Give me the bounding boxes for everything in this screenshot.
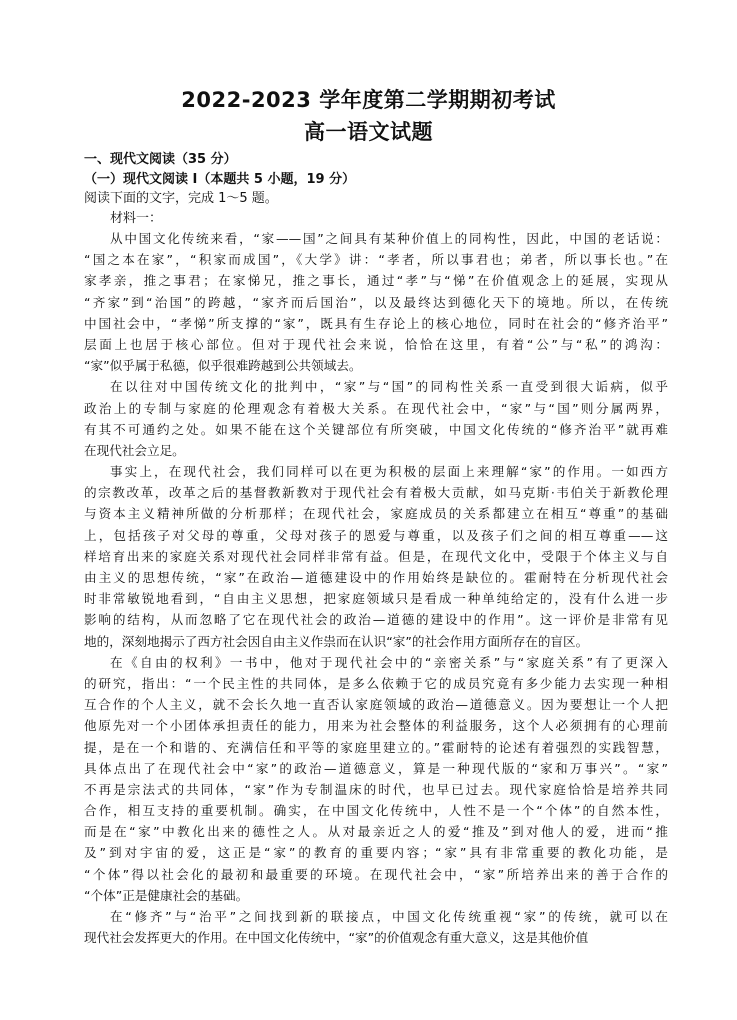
paragraph-line: 在现代社会立足。 xyxy=(84,442,185,458)
paragraph-line: 在以往对中国传统文化的批判中，“家”与“国”的同构性关系一直受到很大诟病，似乎 xyxy=(110,379,668,395)
article-body xyxy=(84,228,668,948)
paragraph-line: 时非常敏锐地看到，“自由主义思想，把家庭领域只是看成一种单纯给定的，没有什么进一步 xyxy=(84,591,668,607)
paragraph-line: 合作，相互支持的重要机制。确实，在中国文化传统中，人性不是一个“个体”的自然本性， xyxy=(84,803,668,819)
paragraph xyxy=(84,376,668,461)
paragraph-line: 现代社会发挥更大的作用。在中国文化传统中，“家”的价值观念有重大意义，这是其他价值 xyxy=(84,930,589,946)
paragraph-line: 有其不可通约之处。如果不能在这个关键部位有所突破，中国文化传统的“修齐治平”就再难 xyxy=(84,421,668,437)
reading-instruction: 阅读下面的文字，完成 1～5 题。 xyxy=(84,191,278,206)
paragraph-line: “个体”正是健康社会的基础。 xyxy=(84,887,249,903)
section-heading: 一、现代文阅读（35 分） xyxy=(84,152,237,167)
paragraph-line: “家”似乎属于私德，似乎很难跨越到公共领域去。 xyxy=(84,358,362,374)
paragraph-line: “国之本在家”，“积家而成国”，《大学》讲：“孝者，所以事君也；弟者，所以事长也。”在 xyxy=(84,252,668,268)
paragraph-line: 而是在“家”中教化出来的德性之人。从对最亲近之人的爱“推及”到对他人的爱，进而“推 xyxy=(84,824,668,840)
paragraph xyxy=(84,228,668,376)
paragraph-line: “个体”得以社会化的最初和最重要的环境。在现代社会中，“家”所培养出来的善于合作的 xyxy=(84,866,668,882)
paragraph-line: 地的，深刻地揭示了西方社会因自由主义作祟而在认识“家”的社会作用方面所存在的盲区。 xyxy=(84,633,589,649)
paragraph-line: 互合作的个人主义，就不会长久地一直否认家庭领域的政治—道德意义。因为要想让一个人把 xyxy=(84,697,668,713)
paragraph-line: 上，包括孩子对父母的尊重，父母对孩子的恩爱与尊重，以及孩子们之间的相互尊重——这 xyxy=(84,527,668,543)
paragraph-line: 中国社会中，“孝悌”所支撑的“家”，既具有生存论上的核心地位，同时在社会的“修齐治平” xyxy=(84,315,668,331)
paragraph-line: 样培育出来的家庭关系对现代社会同样非常有益。但是，在现代文化中，受限于个体主义与自 xyxy=(84,548,668,564)
paragraph xyxy=(84,906,668,948)
paragraph-line: 事实上，在现代社会，我们同样可以在更为积极的层面上来理解“家”的作用。一如西方 xyxy=(110,464,668,480)
paragraph-line: 从中国文化传统来看，“家——国”之间具有某种价值上的同构性，因此，中国的老话说： xyxy=(110,231,668,246)
exam-subtitle: 高一语文试题 xyxy=(304,120,433,144)
exam-title: 2022-2023 学年度第二学期期初考试 xyxy=(181,88,556,112)
paragraph-line: 影响的结构，从而忽略了它在现代社会的政治—道德的建设中的作用”。这一评价是非常有见 xyxy=(84,612,668,628)
paragraph-line: 的研究，指出：“一个民主性的共同体，是多么依赖于它的成员究竟有多少能力去实现一种相 xyxy=(84,675,668,691)
paragraph-line: 在《自由的权利》一书中，他对于现代社会中的“亲密关系”与“家庭关系”有了更深入 xyxy=(110,654,668,670)
paragraph-line: 具体点出了在现代社会中“家”的政治—道德意义，算是一种现代版的“家和万事兴”。“家” xyxy=(84,760,668,776)
paragraph-line: 与资本主义精神所做的分析那样；在现代社会，家庭成员的关系都建立在相互“尊重”的基础 xyxy=(84,506,668,522)
paragraph xyxy=(84,461,668,652)
paragraph-line: 提，是在一个和谐的、充满信任和平等的家庭里建立的。”霍耐特的论述有着强烈的实践智慧， xyxy=(84,739,668,755)
paragraph-line: “齐家”到“治国”的跨越，“家齐而后国治”，以及最终达到德化天下的境地。所以，在传统 xyxy=(84,294,668,310)
paragraph-line: 不再是宗法式的共同体，“家”作为专制温床的时代，也早已过去。现代家庭恰恰是培养共同 xyxy=(84,781,668,797)
paragraph xyxy=(84,652,668,906)
paragraph-line: 政治上的专制与家庭的伦理观念有着极大关系。在现代社会中，“家”与“国”则分属两界， xyxy=(84,400,668,416)
subsection-heading: （一）现代文阅读 I（本题共 5 小题，19 分） xyxy=(84,172,356,187)
material-label: 材料一： xyxy=(110,211,163,226)
paragraph-line: 由主义的思想传统，“家”在政治—道德建设中的作用始终是缺位的。霍耐特在分析现代社会 xyxy=(84,570,668,585)
paragraph-line: 及”到对宇宙的爱，这正是“家”的教育的重要内容；“家”具有非常重要的教化功能，是 xyxy=(84,845,668,861)
paragraph-line: 在“修齐”与“治平”之间找到新的联接点，中国文化传统重视“家”的传统，就可以在 xyxy=(110,909,668,924)
paragraph-line: 的宗教改革，改革之后的基督教新教对于现代社会有着极大贡献，如马克斯·韦伯关于新教伦理 xyxy=(84,485,668,501)
paragraph-line: 他原先对一个小团体承担责任的能力，用来为社会整体的利益服务，这个人必须拥有的心理前 xyxy=(84,718,668,734)
paragraph-line: 家孝亲，推之事君；在家悌兄，推之事长，通过“孝”与“悌”在价值观念上的延展，实现从 xyxy=(84,273,668,289)
paragraph-line: 层面上也居于核心部位。但对于现代社会来说，恰恰在这里，有着“公”与“私”的鸿沟： xyxy=(84,336,668,352)
